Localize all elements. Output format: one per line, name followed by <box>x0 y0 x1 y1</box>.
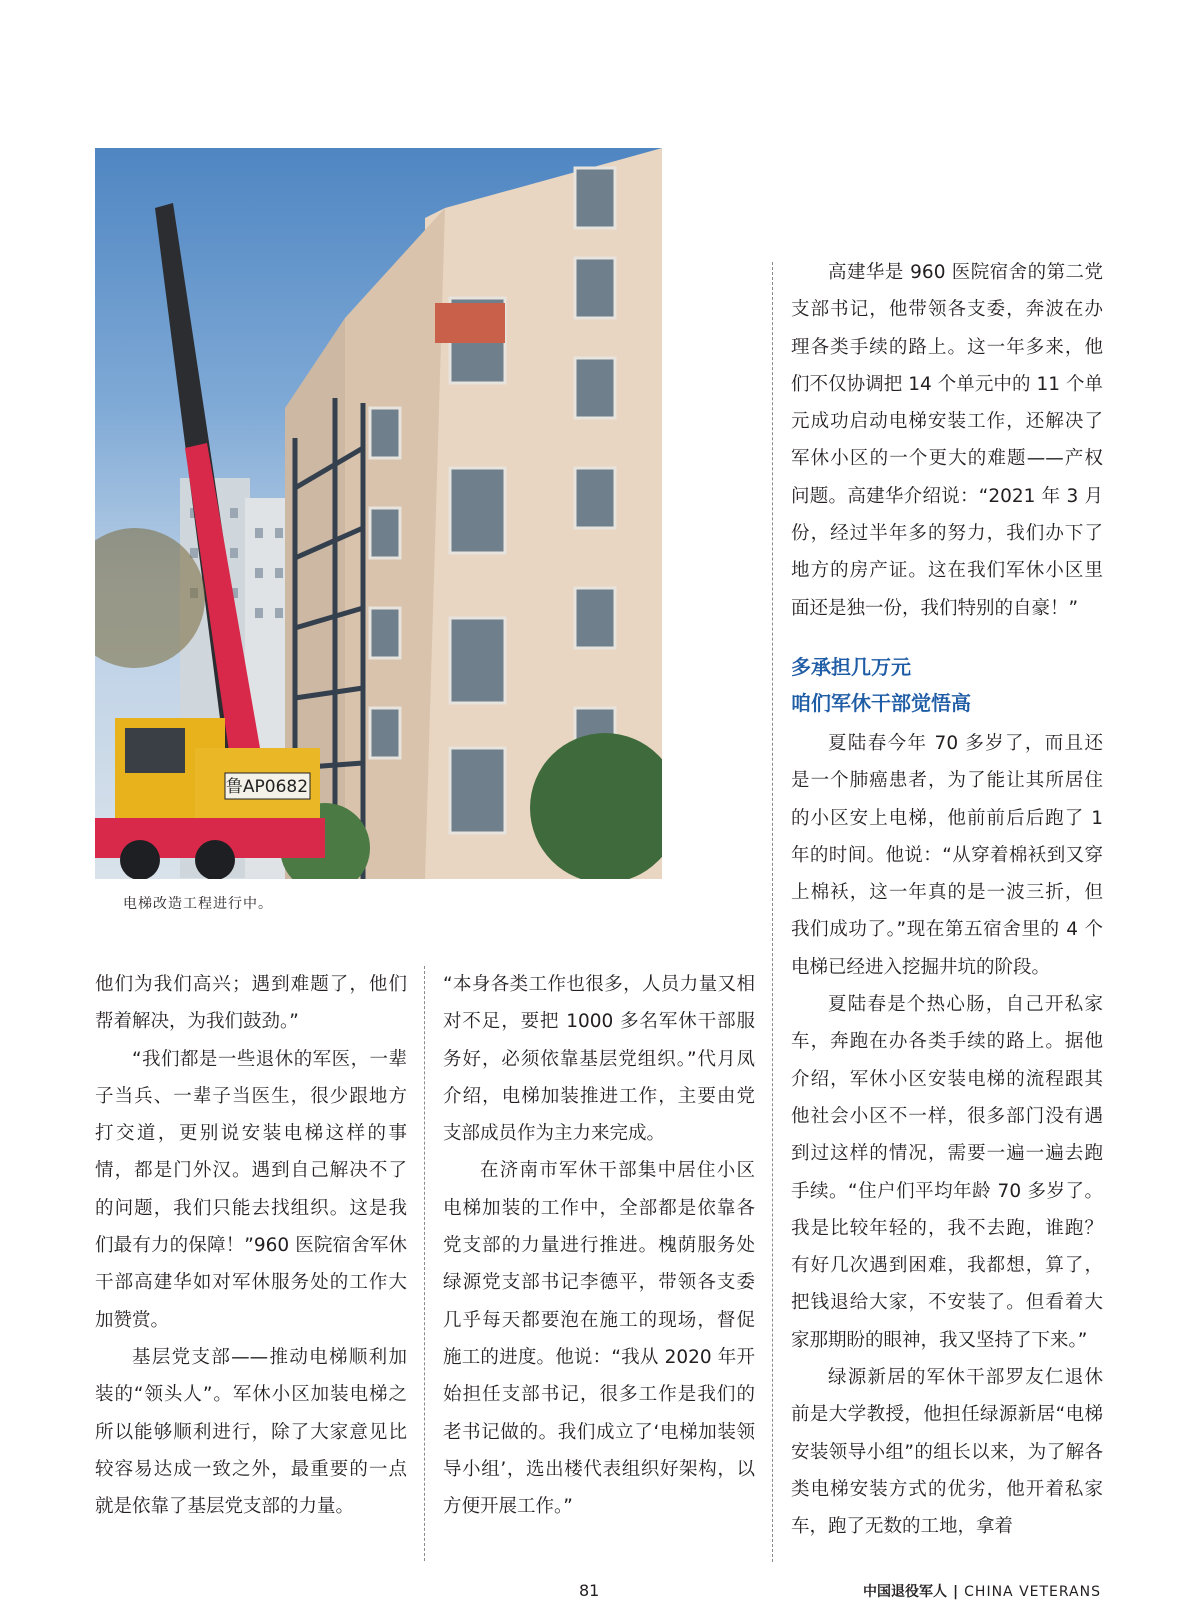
magazine-footer <box>863 1581 1101 1601</box>
license-plate-text: 鲁AP0682 <box>225 777 309 797</box>
red-balcony <box>435 303 505 343</box>
truck-wheel <box>120 840 160 879</box>
truck-window <box>125 728 185 773</box>
section-heading-line: 多承担几万元 <box>791 654 911 679</box>
paragraph: 夏陆春今年 70 多岁了，而且还是一个肺癌患者，为了能让其所居住的小区安上电梯，他前前后后跑了 1 年的时间。他说：“从穿着棉袄到又穿上棉袄，这一年真的是一波三折，但我们成功了。”现在第五宿舍里的 4 个电梯已经进入挖掘井坑的阶段。 <box>791 732 1103 978</box>
paragraph: 在济南市军休干部集中居住小区电梯加装的工作中，全部都是依靠各党支部的力量进行推进。槐荫服务处绿源党支部书记李德平，带领各支委几乎每天都要泡在施工的现场，督促施工的进度。他说：“我从 2020 年开始担任支部书记，很多工作是我们的老书记做的。我们成立了‘电梯加装领导小组’，选出楼代表组织好架构，以方便开展工作。” <box>443 1160 755 1518</box>
article-column-1 <box>95 966 407 1525</box>
photo-caption: 电梯改造工程进行中。 <box>123 896 273 912</box>
paragraph: 基层党支部——推动电梯顺利加装的“领头人”。军休小区加装电梯之所以能够顺利进行，除了大家意见比较容易达成一致之外，最重要的一点就是依靠了基层党支部的力量。 <box>95 1346 407 1518</box>
column-divider <box>772 262 773 1562</box>
page-number: 81 <box>579 1581 600 1600</box>
footer-separator: | <box>953 1584 959 1600</box>
photo-illustration <box>95 148 662 879</box>
paragraph: “我们都是一些退休的军医，一辈子当兵、一辈子当医生，很少跟地方打交道，更别说安装电梯这样的事情，都是门外汉。遇到自己解决不了的问题，我们只能去找组织。这是我们最有力的保障！”960 医院宿舍军休干部高建华如对军休服务处的工作大加赞赏。 <box>95 1048 407 1331</box>
truck-wheel <box>195 840 235 879</box>
magazine-name-cn: 中国退役军人 <box>863 1584 948 1600</box>
magazine-name-en: CHINA VETERANS <box>964 1584 1101 1600</box>
paragraph: “本身各类工作也很多，人员力量又相对不足，要把 1000 多名军休干部服务好，必须依靠基层党组织。”代月凤介绍，电梯加装推进工作，主要由党支部成员作为主力来完成。 <box>443 974 755 1145</box>
article-column-3 <box>791 254 1103 1546</box>
paragraph: 绿源新居的军休干部罗友仁退休前是大学教授，他担任绿源新居“电梯安装领导小组”的组长以来，为了解各类电梯安装方式的优劣，他开着私家车，跑了无数的工地，拿着 <box>791 1367 1103 1538</box>
article-column-2 <box>443 966 755 1525</box>
section-heading-line: 咱们军休干部觉悟高 <box>791 690 971 715</box>
paragraph: 他们为我们高兴；遇到难题了，他们帮着解决，为我们鼓劲。” <box>95 974 407 1033</box>
elevator-construction-photo <box>95 148 662 879</box>
paragraph: 高建华是 960 医院宿舍的第二党支部书记，他带领各支委，奔波在办理各类手续的路上。这一年多来，他们不仅协调把 14 个单元中的 11 个单元成功启动电梯安装工作，还解决了军休小区的一个更大的难题——产权问题。高建华介绍说：“2021 年 3 月份，经过半年多的努力，我们办下了地方的房产证。这在我们军休小区里面还是独一份，我们特别的自豪！” <box>791 262 1103 619</box>
column-divider <box>424 966 425 1561</box>
section-heading <box>791 649 1103 721</box>
paragraph: 夏陆春是个热心肠，自己开私家车，奔跑在办各类手续的路上。据他介绍，军休小区安装电梯的流程跟其他社会小区不一样，很多部门没有遇到过这样的情况，需要一遍一遍去跑手续。“住户们平均年龄 70 多岁了。我是比较年轻的，我不去跑，谁跑？有好几次遇到困难，我都想，算了，把钱退给大家，不安装了。但看着大家那期盼的眼神，我又坚持了下来。” <box>791 994 1103 1351</box>
